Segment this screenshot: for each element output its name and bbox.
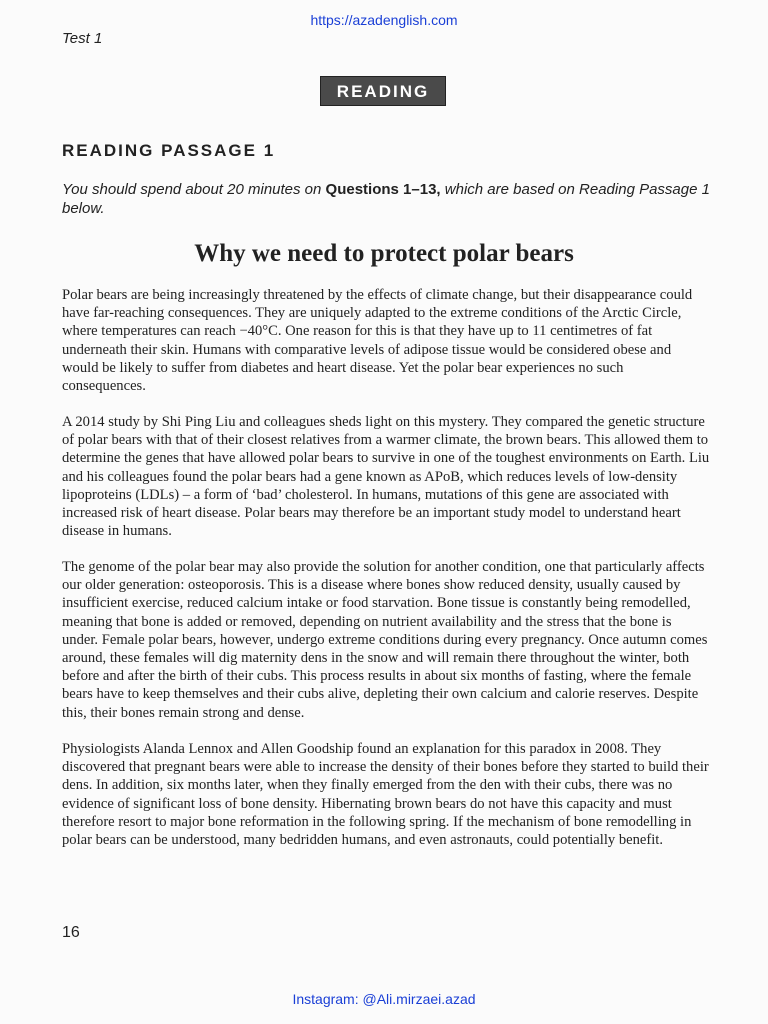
source-url-link[interactable]: https://azadenglish.com <box>310 12 458 28</box>
paragraph-4: Physiologists Alanda Lennox and Allen Goodship found an explanation for this paradox in 2008. They discovered that pregnant bears were able to increase the density of their bones before they started to build their dens. In addition, six months later, when they finally emerged from the den with their cubs, there was no evidence of significant loss of bone density. Hibernating brown bears do not have this capacity and must therefore resort to major bone reformation in the following spring. If the mechanism of bone remodelling in polar bears can be understood, many bedridden humans, and even astronauts, could potentially benefit. <box>62 741 709 849</box>
instruction-questions: Questions 1–13, <box>325 181 441 198</box>
instruction-text-end: which are based on Reading Passage 1 below. <box>62 181 710 217</box>
paragraph-1: Polar bears are being increasingly threatened by the effects of climate change, but their disappearance could have far-reaching consequences. They are uniquely adapted to the extreme conditions of the Arctic Circle, where temperatures can reach −40°C. One reason for this is that they have up to 11 centimetres of fat underneath their skin. Humans with comparative levels of adipose tissue would be considered obese and would be likely to suffer from diabetes and heart disease. Yet the polar bear experiences no such consequences. <box>62 287 693 395</box>
passage-heading: READING PASSAGE 1 <box>62 141 276 160</box>
paragraph-3: The genome of the polar bear may also provide the solution for another condition, one that particularly affects our older generation: osteoporosis. This is a disease where bones show reduced density, usually caused by insufficient exercise, reduced calcium intake or food starvation. Bone tissue is constantly being remodelled, meaning that bone is added or removed, depending on nutrient availability and the stress that the bone is under. Female polar bears, however, undergo extreme conditions during every pregnancy. Once autumn comes around, these females will dig maternity dens in the snow and will remain there throughout the winter, both before and after the birth of their cubs. This process results in about six months of fasting, where the female bears have to keep themselves and their cubs alive, depleting their own calcium and calorie reserves. Despite this, their bones remain strong and dense. <box>62 559 708 721</box>
test-label: Test 1 <box>62 30 103 47</box>
instructions <box>62 180 712 218</box>
page-number: 16 <box>62 924 80 941</box>
article-title: Why we need to protect polar bears <box>194 240 574 267</box>
section-badge: READING <box>320 76 446 106</box>
paragraph-2: A 2014 study by Shi Ping Liu and colleagues sheds light on this mystery. They compared the genetic structure of polar bears with that of their closest relatives from a warmer climate, the brown bears. This allowed them to determine the genes that have allowed polar bears to survive in one of the toughest environments on Earth. Liu and his colleagues found the polar bears had a gene known as APoB, which reduces levels of low-density lipoproteins (LDLs) – a form of ‘bad’ cholesterol. In humans, mutations of this gene are associated with increased risk of heart disease. Polar bears may therefore be an important study model to understand heart disease in humans. <box>62 414 710 540</box>
instagram-link[interactable]: Instagram: @Ali.mirzaei.azad <box>292 991 476 1007</box>
instruction-text-start: You should spend about 20 minutes on <box>62 181 326 198</box>
